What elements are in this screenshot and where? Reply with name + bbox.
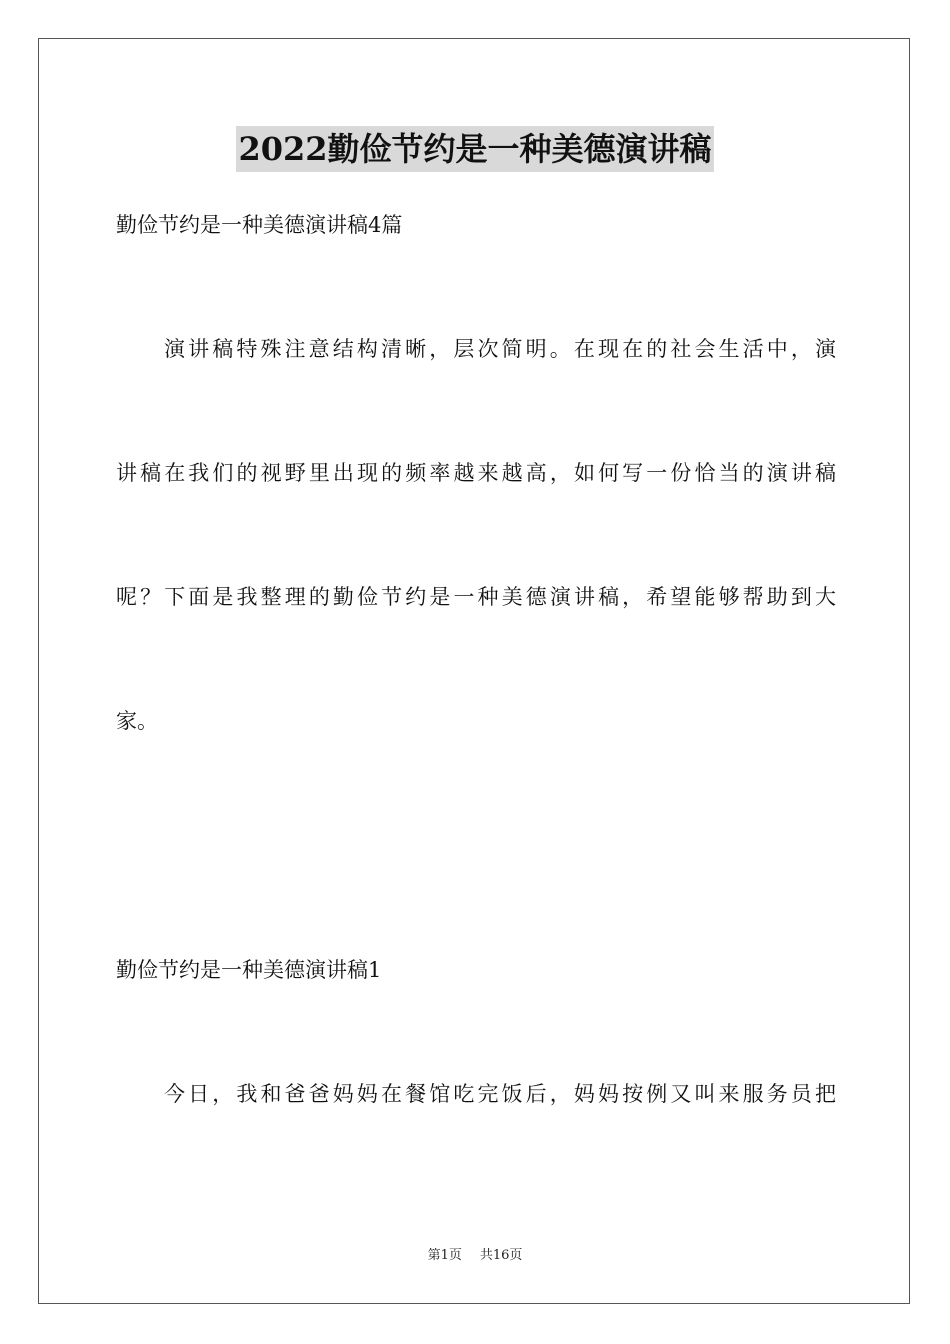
paragraph-line-2: 讲稿在我们的视野里出现的频率越来越高，如何写一份恰当的演讲稿 — [116, 461, 836, 485]
page-number: 第1页 — [427, 1248, 462, 1263]
page-footer — [0, 1246, 950, 1266]
paragraph-line-5: 今日，我和爸爸妈妈在餐馆吃完饭后，妈妈按例又叫来服务员把 — [164, 1082, 836, 1106]
title-container — [0, 126, 950, 172]
paragraph-line-4: 家。 — [116, 709, 158, 733]
paragraph-line-1: 演讲稿特殊注意结构清晰，层次简明。在现在的社会生活中，演 — [164, 337, 836, 361]
subtitle-line: 勤俭节约是一种美德演讲稿4篇 — [116, 213, 403, 237]
document-title: 2022勤俭节约是一种美德演讲稿 — [236, 126, 713, 172]
page-total: 共16页 — [479, 1248, 523, 1263]
paragraph-line-3: 呢？下面是我整理的勤俭节约是一种美德演讲稿，希望能够帮助到大 — [116, 585, 836, 609]
section-heading: 勤俭节约是一种美德演讲稿1 — [116, 958, 382, 982]
